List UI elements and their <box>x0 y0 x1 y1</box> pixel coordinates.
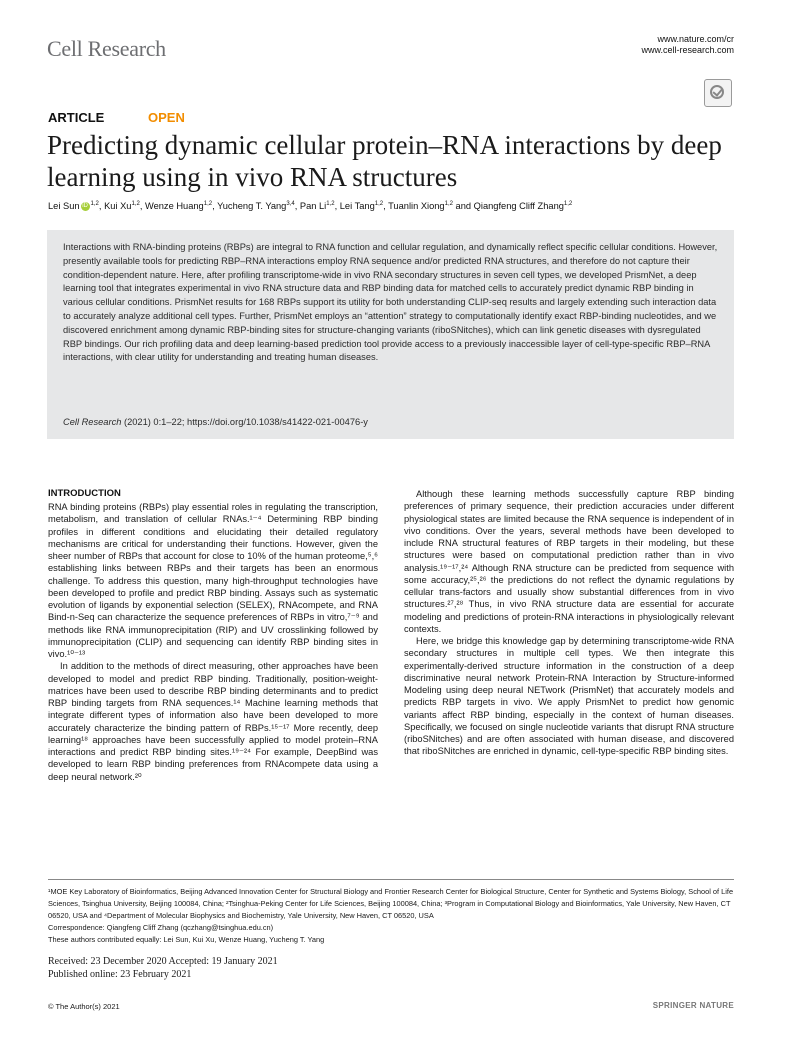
abstract-text: Interactions with RNA-binding proteins (RBPs) are integral to RNA function and cellular regulation, and dynamically reflect specific cellular conditions. However, presently available tools for predicting RBP–RNA interactions employ RNA sequence and/or predicted RNA structures, and therefore do not capture their condition-dependent nature. Here, after profiling transcriptome-wide in vivo RNA secondary structures in seven cell types, we developed PrismNet, a deep learning tool that integrates experimental in vivo RNA structure data and RBP binding data for matched cells to accurately predict dynamic RBP binding in various cellular conditions. PrismNet results for 168 RBPs support its utility for both understanding CLIP-seq results and largely extending such interaction data to accurately analyze additional cell types. Further, PrismNet employs an “attention” strategy to computationally identify exact RBP-binding nucleotides, and we discovered enrichment among dynamic RBP-binding sites for structure-changing variants (riboSNitches), which can link genetic diseases with dysregulated RBP bindings. Our rich profiling data and deep learning-based prediction tool provide access to a previously inaccessible layer of cell-type-specific RBP–RNA interactions, with clear utility for understanding and treating human diseases. <box>63 242 718 363</box>
citation-journal: Cell Research <box>63 417 122 427</box>
check-for-updates-icon[interactable] <box>704 79 732 107</box>
author-affiliation-sup: 1,2 <box>90 201 99 207</box>
body-paragraph: Here, we bridge this knowledge gap by determining transcriptome-wide RNA secondary structures in multiple cell types. We then integrate this experimentally-derived structure information in the construction of a deep discriminative neural network Protein-RNA Interaction by Structure-informed Modeling using deep neural NETwork (PrismNet) that accurately models and predicts RBP targets in vivo. We apply PrismNet to predict how genomic variants affect RBP binding, especially in the context of human diseases. Specifically, we focused on single nucleotide variants that disrupt RNA structure (riboSNitches) and are often associated with human disease, and discovered that riboSNitches are enriched in dynamic, cell-type-specific RBP binding sites. <box>404 636 734 757</box>
author-name[interactable]: Lei Tang <box>339 201 375 212</box>
author-affiliation-sup: 1,2 <box>131 201 140 207</box>
publisher-logo: SPRINGER NATURE <box>652 1001 734 1010</box>
body-column-left <box>48 501 378 783</box>
equal-contribution-note: These authors contributed equally: Lei Sun, Kui Xu, Wenze Huang, Yucheng T. Yang <box>48 935 325 944</box>
orcid-icon[interactable]: iD <box>82 203 88 210</box>
author-affiliation-sup: 1,2 <box>326 201 335 207</box>
author-list: Lei Sun iD $^{1,2}$, Kui Xu$^{1,2}$, Wenze Huang$^{1,2}$, Yucheng T. Yang$^{3,4}$, Pan Li$^{1,2}$, Lei Tang$^{1,2}$, Tuanlin Xiong$^{1,2}$ and Qiangfeng Cliff Zhang$^{1,2}$ <box>48 201 573 212</box>
author-name[interactable]: Kui Xu <box>104 201 132 212</box>
article-type-label: ARTICLE <box>48 110 105 125</box>
received-accepted-dates: Received: 23 December 2020 Accepted: 19 January 2021 <box>48 956 278 967</box>
citation-line <box>63 417 368 427</box>
affiliations: ¹MOE Key Laboratory of Bioinformatics, Beijing Advanced Innovation Center for Structural Biology and Frontier Research Center for Biological Structure, Center for Synthetic and Systems Biology, School of Life Sciences, Tsinghua University, Beijing 100084, China; ²Tsinghua-Peking Center for Life Sciences, Beijing 100084, China; ³Program in Computational Biology and Bioinformatics, Yale University, New Haven, CT 06520, USA and ⁴Department of Molecular Biophysics and Biochemistry, Yale University, New Haven, CT 06520, USA <box>48 887 734 920</box>
journal-url-cellresearch[interactable]: www.cell-research.com <box>641 45 734 55</box>
author-affiliation-sup: 1,2 <box>444 201 453 207</box>
footnote-divider <box>48 879 734 880</box>
published-date: Published online: 23 February 2021 <box>48 969 192 980</box>
author-name[interactable]: Yucheng T. Yang <box>217 201 287 212</box>
author-name[interactable]: Tuanlin Xiong <box>388 201 445 212</box>
footnotes <box>48 886 738 946</box>
citation-doi[interactable]: (2021) 0:1–22; https://doi.org/10.1038/s41422-021-00476-y <box>121 417 368 427</box>
author-name[interactable]: Lei Sun <box>48 201 80 212</box>
author-affiliation-sup: 1,2 <box>203 201 213 207</box>
author-name[interactable]: Wenze Huang <box>144 201 204 212</box>
body-paragraph: In addition to the methods of direct measuring, other approaches have been developed to model and predict RBP binding. Traditionally, position-weight-matrices have been used to describe RBP binding determinants and to predict RBP binding targets from RNA sequences.¹⁴ Machine learning methods that integrate different types of information also have been developed to more accurately characterize the binding pattern of RBPs.¹⁵⁻¹⁷ More recently, deep learning¹⁸ approaches have been successfully applied to model protein–RNA interactions and predict RBP binding sites.¹⁹⁻²⁴ For example, DeepBind was developed to learn RBP binding preferences from RNAcompete data using a deep neural network.²⁰ <box>48 661 378 782</box>
body-column-right <box>404 488 734 758</box>
journal-urls <box>641 34 734 56</box>
author-affiliation-sup: 1,2 <box>374 201 384 207</box>
body-paragraph: Although these learning methods successfully capture RBP binding preferences of primary sequence, their prediction accuracies under different physiological states are limited because the RNA sequence is independent of in vivo conditions. Over the years, several methods have been developed to include RNA structural features of RBP targets in their modeling, but these structures were based on computational prediction rather than in vivo analysis.¹⁹⁻¹⁷,²⁴ Although RNA structure can be predicted from sequence with some accuracy,²⁵,²⁶ the predictions do not reflect the dynamic regulations by cellular trans-factors and usually show substantial differences from in vivo structures.²⁷,²⁸ Thus, in vivo RNA structure data are essential for accurate modeling and predictions of protein-RNA interactions in physiologically relevant contexts. <box>404 489 734 634</box>
author-name[interactable]: Qiangfeng Cliff Zhang <box>473 201 564 212</box>
author-affiliation-sup: 1,2 <box>563 201 573 207</box>
journal-name: Cell Research <box>47 36 166 61</box>
correspondence[interactable]: Correspondence: Qiangfeng Cliff Zhang (qczhang@tsinghua.edu.cn) <box>48 923 274 932</box>
article-title: Predicting dynamic cellular protein–RNA interactions by deep learning using in vivo RNA structures <box>47 130 722 192</box>
section-heading-introduction: INTRODUCTION <box>48 488 121 499</box>
author-name[interactable]: Pan Li <box>299 201 327 212</box>
author-affiliation-sup: 3,4 <box>286 201 295 207</box>
open-access-label: OPEN <box>148 110 185 125</box>
journal-url-nature[interactable]: www.nature.com/cr <box>657 34 734 44</box>
body-paragraph: RNA binding proteins (RBPs) play essential roles in regulating the transcription, metabolism, and translation of cellular RNAs.¹⁻⁴ Determining RBP binding profiles in different conditions and elucidating their detailed regulatory mechanisms are critical for understanding their functions. However, given the sheer number of RBPs that account for close to 10% of the human proteome,⁵,⁶ establishing links between RBPs and their targets has been an enormous challenge. To address this question, many high-throughput technologies have been developed to profile and predict RBP binding. Assays such as systematic evolution of ligands by exponential selection (SELEX), RNAcompete, and RNA Bind-n-Seq can characterize the sequence preferences of RBPs in vitro,⁷⁻⁹ and methods like RNA immunoprecipitation (RIP) and UV crosslinking followed by immunoprecipitation (CLIP) and sequencing can identify RBP binding sites in vivo.¹⁰⁻¹³ <box>48 502 378 659</box>
copyright-notice: © The Author(s) 2021 <box>48 1002 120 1011</box>
